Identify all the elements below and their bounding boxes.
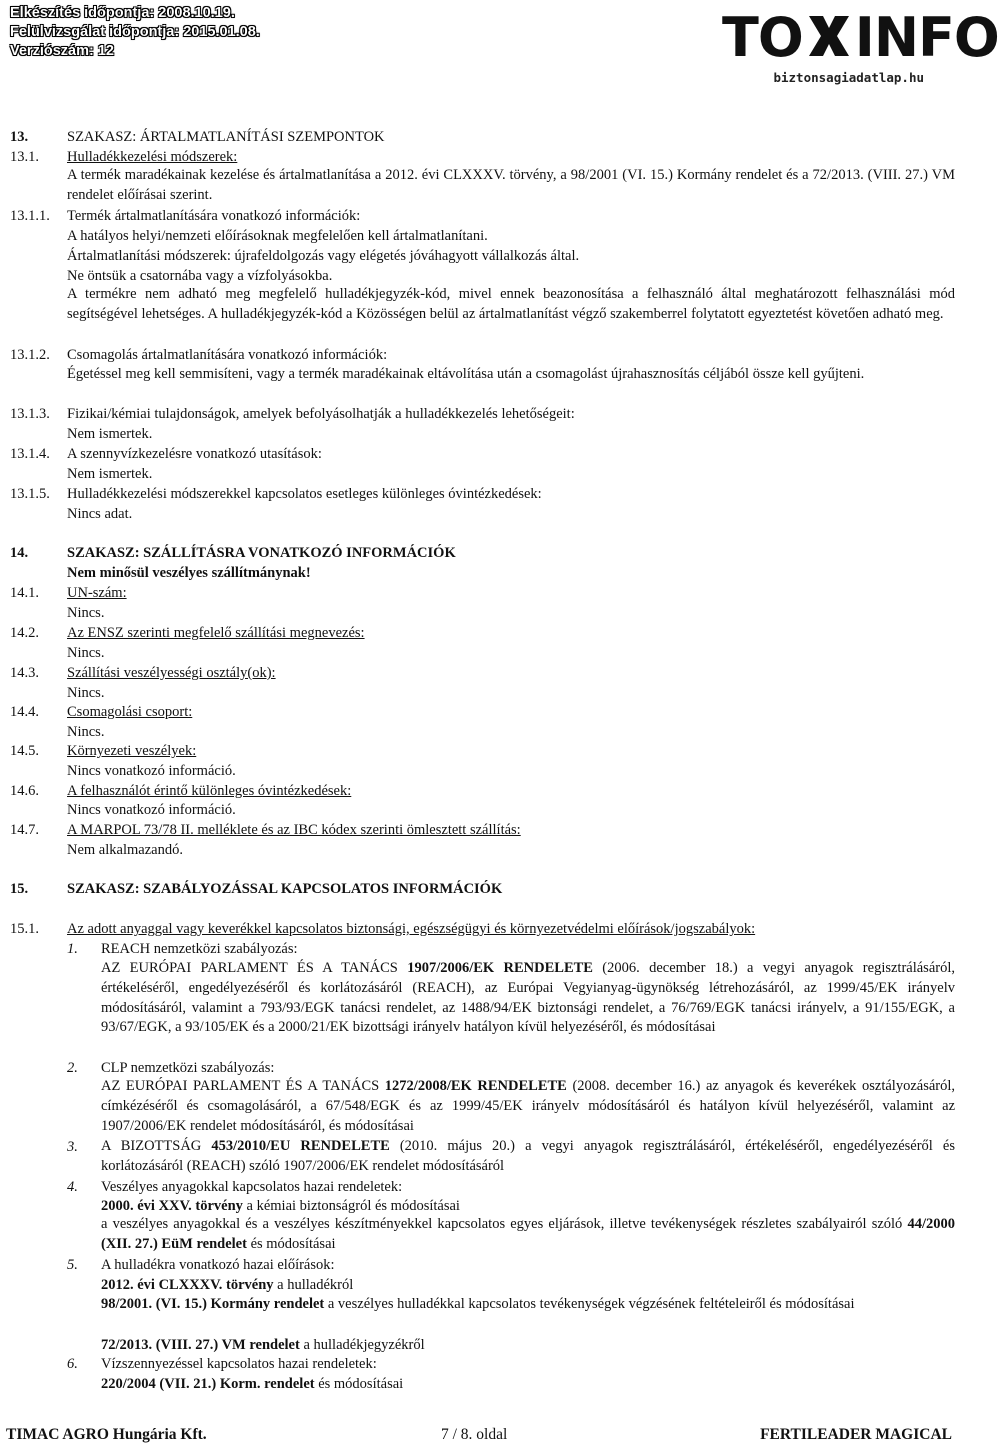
item-14-1-value: Nincs. (67, 605, 105, 621)
section-13-1-2-paragraph: Égetéssel meg kell semmisíteni, vagy a termék maradékainak eltávolítása után a csomagolást újrahasznosítás céljából össze kell gyűjteni. (67, 366, 865, 382)
list-item-6-title: Vízszennyezéssel kapcsolatos hazai rendeletek: (101, 1356, 377, 1372)
review-date: Felülvizsgálat időpontja: 2015.01.08. (10, 24, 260, 40)
item-14-6-title: A felhasználót érintő különleges óvintézkedések: (67, 783, 352, 799)
section-13-1-4-number: 13.1.4. (10, 446, 50, 462)
item-14-4-title: Csomagolási csoport: (67, 704, 193, 720)
item-14-7-title: A MARPOL 73/78 II. melléklete és az IBC kódex szerinti ömlesztett szállítás: (67, 822, 521, 838)
section-14-subtitle: Nem minősül veszélyes szállítmánynak! (67, 565, 311, 581)
section-13-1-4-title: A szennyvízkezelésre vonatkozó utasítások: (67, 446, 322, 462)
list-item-1-number: 1. (67, 941, 78, 957)
list-item-2-text: AZ EURÓPAI PARLAMENT ÉS A TANÁCS 1272/2008/EK RENDELETE (2008. december 16.) az anyagok és keverékek osztályozásáról, címkézéséről és csomagolásáról, a 67/548/EGK és az 1999/45/EK irányelv módosításáról és hatályon kívül helyezéséről, valamint az 1907/2006/EK rendelet módosításáról, és módosításai (101, 1078, 955, 1134)
section-15-number: 15. (10, 881, 29, 897)
list-item-4-number: 4. (67, 1179, 78, 1195)
section-13-1-1-line-3: Ne öntsük a csatornába vagy a vízfolyásokba. (67, 268, 333, 284)
list-item-4-title: Veszélyes anyagokkal kapcsolatos hazai rendeletek: (101, 1179, 403, 1195)
section-14-number: 14. (10, 545, 29, 561)
logo-cross-icon (805, 10, 853, 62)
list-item-1-title: REACH nemzetközi szabályozás: (101, 941, 298, 957)
section-13-1-4-value: Nem ismertek. (67, 466, 153, 482)
item-14-3-title: Szállítási veszélyességi osztály(ok): (67, 665, 276, 681)
section-13-1-title: Hulladékkezelési módszerek: (67, 149, 238, 165)
item-14-5-title: Környezeti veszélyek: (67, 743, 197, 759)
item-14-6-value: Nincs vonatkozó információ. (67, 802, 236, 818)
section-13-1-3-value: Nem ismertek. (67, 426, 153, 442)
section-15-1-number: 15.1. (10, 921, 39, 937)
list-item-3-number: 3. (67, 1139, 78, 1155)
section-13-1-3-number: 13.1.3. (10, 406, 50, 422)
logo-url: biztonsagiadatlap.hu (773, 70, 924, 85)
section-13-1-2-title: Csomagolás ártalmatlanítására vonatkozó információk: (67, 347, 388, 363)
section-13-title: SZAKASZ: ÁRTALMATLANÍTÁSI SZEMPONTOK (67, 129, 385, 145)
list-item-2-title: CLP nemzetközi szabályozás: (101, 1060, 275, 1076)
list-item-3-text: A BIZOTTSÁG 453/2010/EU RENDELETE (2010. május 20.) a vegyi anyagok regisztrálásáról, értékeléséről, engedélyezéséről és korlátozásáról (REACH) szóló 1907/2006/EK rendelet módosításáról (101, 1138, 955, 1174)
footer-page-number: 7 / 8. oldal (441, 1426, 508, 1443)
section-13-1-1-number: 13.1.1. (10, 208, 50, 224)
document-header (10, 4, 260, 61)
footer-company: TIMAC AGRO Hungária Kft. (6, 1426, 207, 1443)
item-14-5-value: Nincs vonatkozó információ. (67, 763, 236, 779)
version-number: Verziószám: 12 (10, 43, 114, 59)
list-item-4-law-a: 2000. évi XXV. törvény a kémiai biztonságról és módosításai (101, 1198, 460, 1214)
item-14-7-value: Nem alkalmazandó. (67, 842, 183, 858)
section-13-1-1-line-1: A hatályos helyi/nemzeti előírásoknak megfelelően kell ártalmatlanítani. (67, 228, 488, 244)
list-item-5-title: A hulladékra vonatkozó hazai előírások: (101, 1257, 335, 1273)
section-13-1-5-number: 13.1.5. (10, 486, 50, 502)
section-13-1-1-line-2: Ártalmatlanítási módszerek: újrafeldolgozás vagy elégetés jóváhagyott vállalkozás által. (67, 248, 580, 264)
list-item-5-law-c: 72/2013. (VIII. 27.) VM rendelet a hulladékjegyzékről (101, 1337, 425, 1353)
logo-text-right: INFO (854, 6, 999, 69)
created-date: Elkészítés időpontja: 2008.10.19. (10, 5, 235, 21)
section-13-1-2-number: 13.1.2. (10, 347, 50, 363)
item-14-6-number: 14.6. (10, 783, 39, 799)
item-14-2-number: 14.2. (10, 625, 39, 641)
section-13-1-1-paragraph: A termékre nem adható meg megfelelő hulladékjegyzék-kód, mivel ennek beazonosítása a felhasználó által meghatározott felhasználási mód segítségével lehetséges. A hulladékjegyzék-kód a Közösségen belül az ártalmatlanítást végző szakemberrel folytatott egyeztetést követően adható meg. (67, 286, 955, 322)
section-15-title: SZAKASZ: SZABÁLYOZÁSSAL KAPCSOLATOS INFORMÁCIÓK (67, 881, 503, 897)
item-14-2-value: Nincs. (67, 645, 105, 661)
list-item-6-law: 220/2004 (VII. 21.) Korm. rendelet és módosításai (101, 1376, 404, 1392)
section-13-1-5-title: Hulladékkezelési módszerekkel kapcsolatos esetleges különleges óvintézkedések: (67, 486, 542, 502)
list-item-5-law-b: 98/2001. (VI. 15.) Kormány rendelet a veszélyes hulladékkal kapcsolatos tevékenységek végzésének feltételeiről és módosításai (101, 1296, 855, 1312)
section-13-number: 13. (10, 129, 29, 145)
item-14-4-value: Nincs. (67, 724, 105, 740)
item-14-2-title: Az ENSZ szerinti megfelelő szállítási megnevezés: (67, 625, 365, 641)
section-13-1-1-title: Termék ártalmatlanítására vonatkozó információk: (67, 208, 361, 224)
toxinfo-logo (716, 6, 999, 90)
section-14-title: SZAKASZ: SZÁLLÍTÁSRA VONATKOZÓ INFORMÁCIÓK (67, 545, 456, 561)
list-item-6-number: 6. (67, 1356, 78, 1372)
list-item-2-number: 2. (67, 1060, 78, 1076)
section-13-1-5-value: Nincs adat. (67, 506, 133, 522)
list-item-4-law-b: a veszélyes anyagokkal és a veszélyes készítményekkel kapcsolatos egyes eljárások, illetve tevékenységek részletes szabályairól szóló 44/2000 (XII. 27.) EüM rendelet és módosításai (101, 1216, 955, 1252)
list-item-5-number: 5. (67, 1257, 78, 1273)
item-14-1-title: UN-szám: (67, 585, 127, 601)
item-14-3-value: Nincs. (67, 685, 105, 701)
section-13-1-3-title: Fizikai/kémiai tulajdonságok, amelyek befolyásolhatják a hulladékkezelés lehetőségeit: (67, 406, 575, 422)
item-14-1-number: 14.1. (10, 585, 39, 601)
section-15-1-title: Az adott anyaggal vagy keverékkel kapcsolatos biztonsági, egészségügyi és környezetvédelmi előírások/jogszabályok: (67, 921, 756, 937)
item-14-5-number: 14.5. (10, 743, 39, 759)
item-14-4-number: 14.4. (10, 704, 39, 720)
list-item-5-law-a: 2012. évi CLXXXV. törvény a hulladékról (101, 1277, 354, 1293)
item-14-3-number: 14.3. (10, 665, 39, 681)
logo-text-left: TO (722, 6, 803, 69)
list-item-1-text: AZ EURÓPAI PARLAMENT ÉS A TANÁCS 1907/2006/EK RENDELETE (2006. december 18.) a vegyi anyagok regisztrálásáról, értékeléséről, engedélyezéséről és korlátozásáról (REACH), az Európai Vegyianyag-ügynökség létrehozásáról, az 1999/45/EK irányelv módosításáról, valamint a 793/93/EGK tanácsi rendelet, az 1488/94/EK biztonsági rendelet, a 76/769/EGK tanácsi irányelv, a 91/155/EGK, a 93/67/EGK, a 93/105/EK és a 2000/21/EK bizottsági irányelv hatályon kívül helyezéséről, és módosításai (101, 960, 955, 1036)
section-13-1-number: 13.1. (10, 149, 39, 165)
footer-product: FERTILEADER MAGICAL (760, 1426, 952, 1443)
section-13-1-text: A termék maradékainak kezelése és ártalmatlanítása a 2012. évi CLXXXV. törvény, a 98/2001 (VI. 15.) Kormány rendelet és a 72/2013. (VIII. 27.) VM rendelet előírásai szerint. (67, 167, 955, 203)
item-14-7-number: 14.7. (10, 822, 39, 838)
